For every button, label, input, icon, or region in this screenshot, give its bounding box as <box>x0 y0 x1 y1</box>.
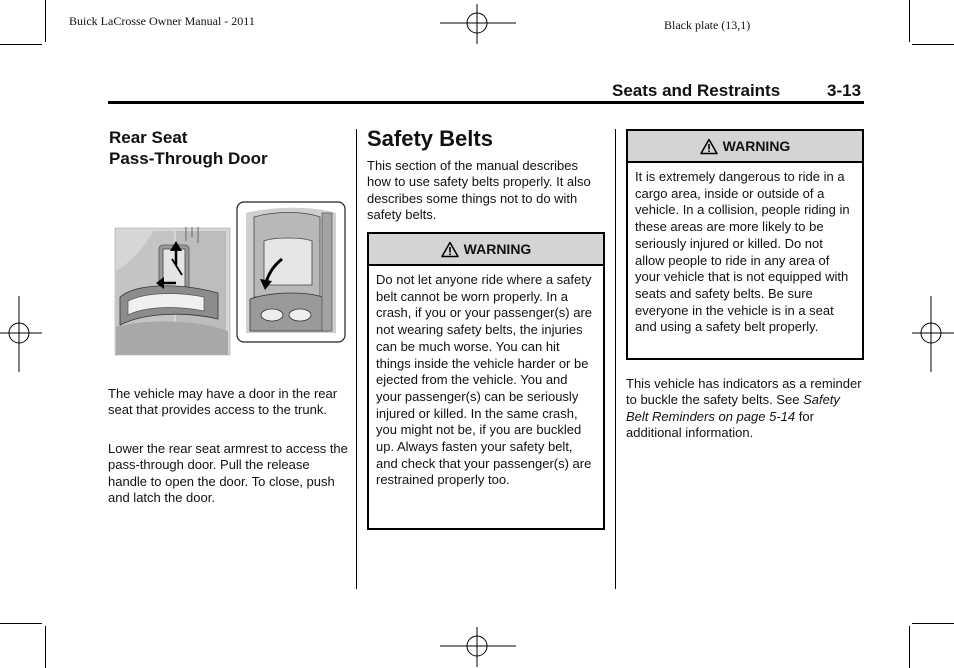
crop-mark <box>0 44 42 45</box>
warning-label: WARNING <box>463 241 532 257</box>
plate-label: Black plate (13,1) <box>664 18 751 32</box>
warning-box <box>367 232 605 530</box>
reminder-paragraph <box>626 376 864 441</box>
crop-mark <box>912 44 954 45</box>
rear-seat-heading <box>109 127 268 169</box>
safety-belts-heading: Safety Belts <box>367 126 493 151</box>
header-rule <box>108 101 864 104</box>
crop-mark <box>909 0 910 42</box>
rear-seat-pass-through-door-illustration <box>114 201 346 356</box>
registration-target-right <box>912 296 954 372</box>
crop-mark <box>912 623 954 624</box>
crop-mark <box>45 0 46 42</box>
warning-box <box>626 129 864 360</box>
reminder-text: for additional information. <box>626 408 814 440</box>
warning-header <box>369 234 603 266</box>
warning-icon <box>441 241 459 258</box>
warning-header <box>628 131 862 163</box>
registration-target-left <box>0 296 42 372</box>
page-number: 3-13 <box>827 81 862 100</box>
heading-line: Pass-Through Door <box>109 149 268 168</box>
reminder-text: This vehicle has indicators as a reminder to buckle the safety belts. See <box>626 376 862 408</box>
cross-reference-link[interactable]: Safety Belt Reminders on page 5-14 <box>626 392 840 424</box>
warning-text: It is extremely dangerous to ride in a cargo area, inside or outside of a vehicle. In a collision, people riding in these areas are more likely to be seriously injured or killed. Do not allow people to ride in any area of your vehicle that is not equipped with seats and safety belts. Be sure everyone in the vehicle is in a seat and using a safety belt properly. <box>635 169 850 335</box>
crop-mark <box>0 623 42 624</box>
registration-target-top <box>440 4 516 44</box>
registration-target-bottom <box>440 627 516 667</box>
warning-label: WARNING <box>722 138 791 154</box>
heading-line: Rear Seat <box>109 128 188 147</box>
crop-mark <box>909 626 910 668</box>
manual-title: Buick LaCrosse Owner Manual - 2011 <box>69 14 255 28</box>
warning-text: Do not let anyone ride where a safety belt cannot be worn properly. In a crash, if you or your passenger(s) are not wearing safety belts, the injuries can be much worse. You can hit things inside the vehicle harder or be ejected from the vehicle. You and your passenger(s) can be seriously injured or killed. In the same crash, you might not be, if you are buckled up. Always fasten your safety belt, and check that your passenger(s) are restrained properly too. <box>376 272 593 488</box>
column-divider <box>356 129 357 589</box>
rear-seat-paragraph-1: The vehicle may have a door in the rear seat that provides access to the trunk. <box>108 386 338 418</box>
safety-belts-intro: This section of the manual describes how to use safety belts properly. It also describes some things not to do with safety belts. <box>367 158 591 222</box>
warning-icon <box>700 138 718 155</box>
rear-seat-paragraph-2: Lower the rear seat armrest to access the pass-through door. Pull the release handle to open the door. To close, push and latch the door. <box>108 441 348 505</box>
column-divider <box>615 129 616 589</box>
crop-mark <box>45 626 46 668</box>
section-title: Seats and Restraints <box>612 81 781 100</box>
